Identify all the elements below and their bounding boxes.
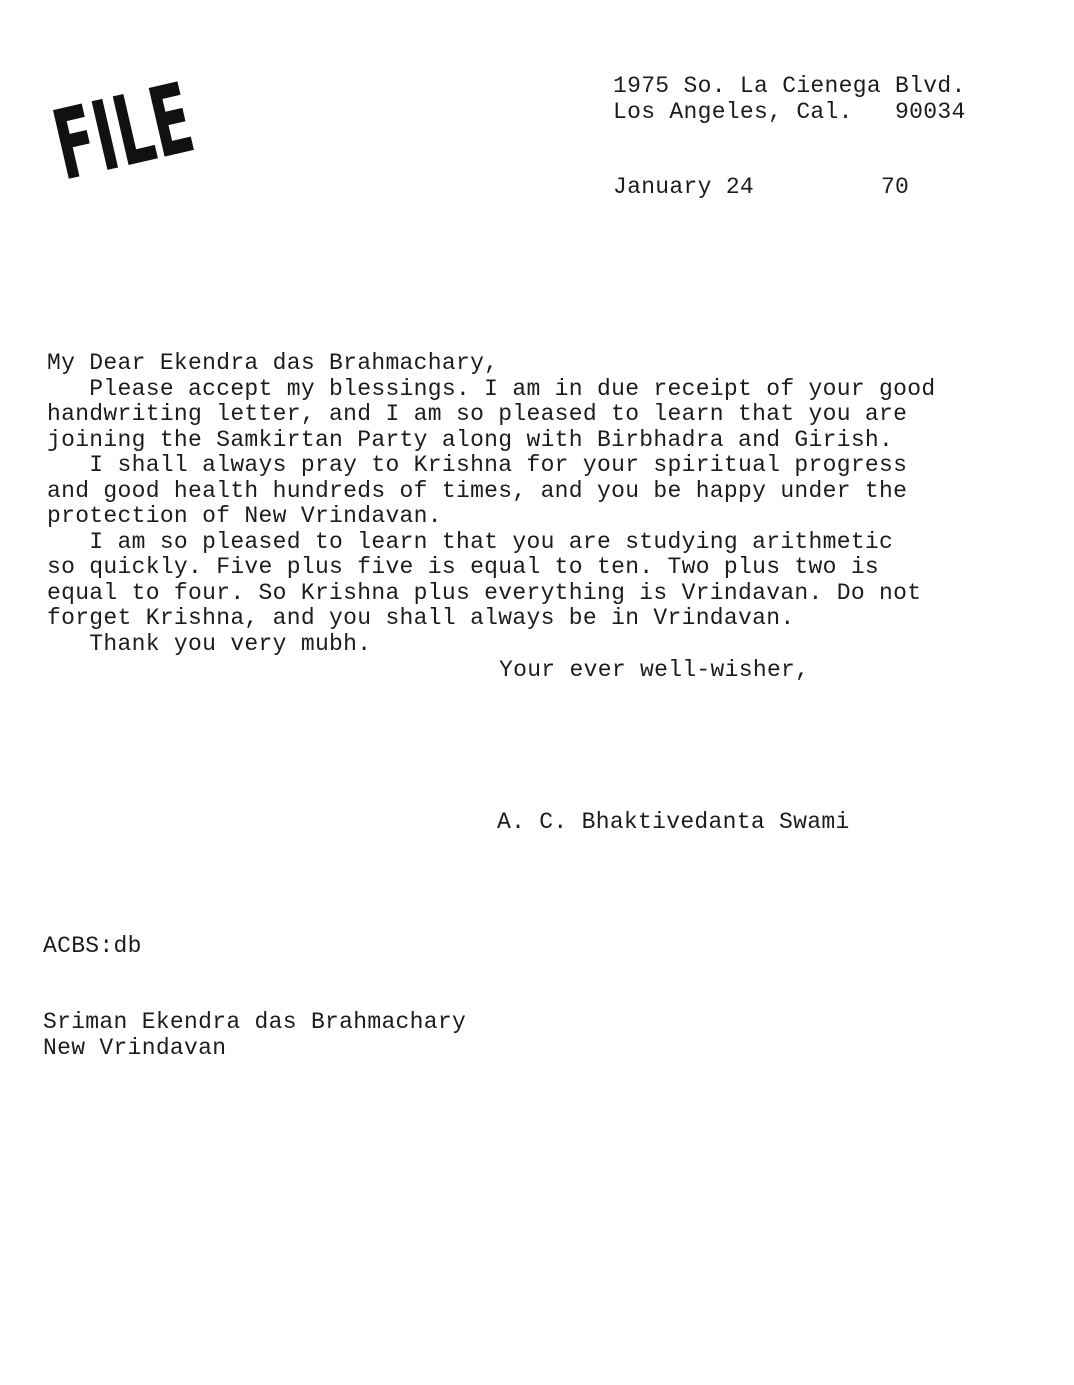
- body-line: I am so pleased to learn that you are studying arithmetic: [47, 528, 894, 555]
- sender-address-line: 1975 So. La Cienega Blvd.: [613, 73, 966, 99]
- body-line: forget Krishna, and you shall always be in Vrindavan.: [47, 605, 795, 631]
- body-line: protection of New Vrindavan.: [47, 503, 442, 529]
- body-line: so quickly. Five plus five is equal to ten. Two plus two is: [47, 554, 880, 580]
- body-line: handwriting letter, and I am so pleased to learn that you are: [47, 401, 908, 427]
- body-line: I shall always pray to Krishna for your spiritual progress: [47, 452, 908, 478]
- sender-address-line: Los Angeles, Cal. 90034: [613, 98, 966, 125]
- letter-date: January 24 70: [613, 174, 910, 200]
- recipient-location: New Vrindavan: [43, 1034, 227, 1061]
- file-stamp-text: FILE: [43, 44, 282, 203]
- body-line: Please accept my blessings. I am in due receipt of your good: [47, 375, 936, 402]
- body-line: and good health hundreds of times, and you be happy under the: [47, 477, 908, 504]
- body-line: equal to four. So Krishna plus everything is Vrindavan. Do not: [47, 579, 922, 606]
- file-stamp: [40, 44, 282, 203]
- body-line: joining the Samkirtan Party along with Birbhadra and Girish.: [47, 426, 894, 453]
- reference-initials: ACBS:db: [43, 933, 142, 959]
- recipient-block: [43, 1010, 466, 1061]
- letter-body: [47, 351, 935, 657]
- salutation: My Dear Ekendra das Brahmachary,: [47, 350, 499, 376]
- body-line: Thank you very mubh.: [47, 630, 372, 657]
- signature: A. C. Bhaktivedanta Swami: [497, 809, 850, 835]
- recipient-name: Sriman Ekendra das Brahmachary: [43, 1009, 467, 1035]
- sender-address: [613, 74, 966, 125]
- letter-closing: Your ever well-wisher,: [499, 657, 810, 683]
